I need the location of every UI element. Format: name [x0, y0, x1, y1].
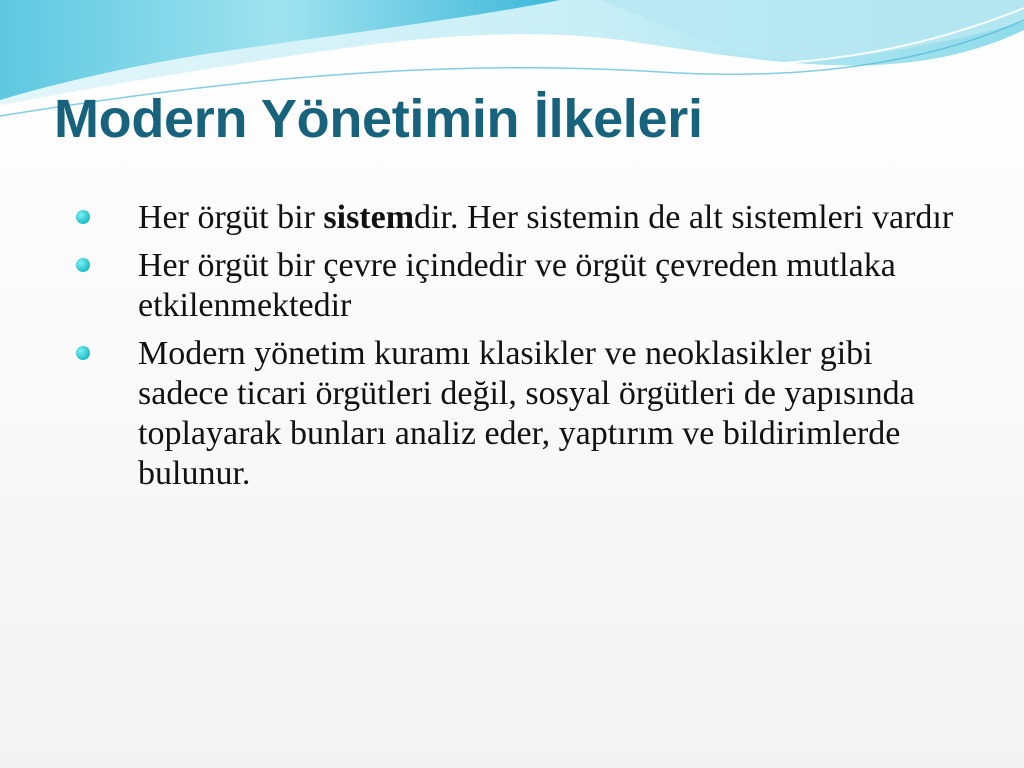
- slide-title: Modern Yönetimin İlkeleri: [54, 89, 703, 149]
- bullet-marker-icon: [76, 346, 90, 360]
- bullet-list: [76, 198, 966, 502]
- bullet-item: [76, 334, 966, 494]
- bullet-bold-term: sistem: [323, 199, 415, 236]
- bullet-item: [76, 198, 966, 238]
- bullet-text: [138, 198, 966, 238]
- bullet-text-part: Her örgüt bir: [138, 199, 324, 236]
- bullet-text: Modern yönetim kuramı klasikler ve neoklasikler gibi sadece ticari örgütleri değil, sosyal örgütleri de yapısında toplayarak bunları analiz eder, yaptırım ve bildirimlerde bulunur.: [138, 335, 915, 492]
- bullet-marker-icon: [76, 258, 90, 272]
- bullet-text-part: dir. Her sistemin de alt sistemleri vardır: [414, 199, 954, 236]
- bullet-marker-icon: [76, 210, 90, 224]
- bullet-text: Her örgüt bir çevre içindedir ve örgüt çevreden mutlaka etkilenmektedir: [138, 247, 896, 324]
- bullet-item: [76, 246, 966, 326]
